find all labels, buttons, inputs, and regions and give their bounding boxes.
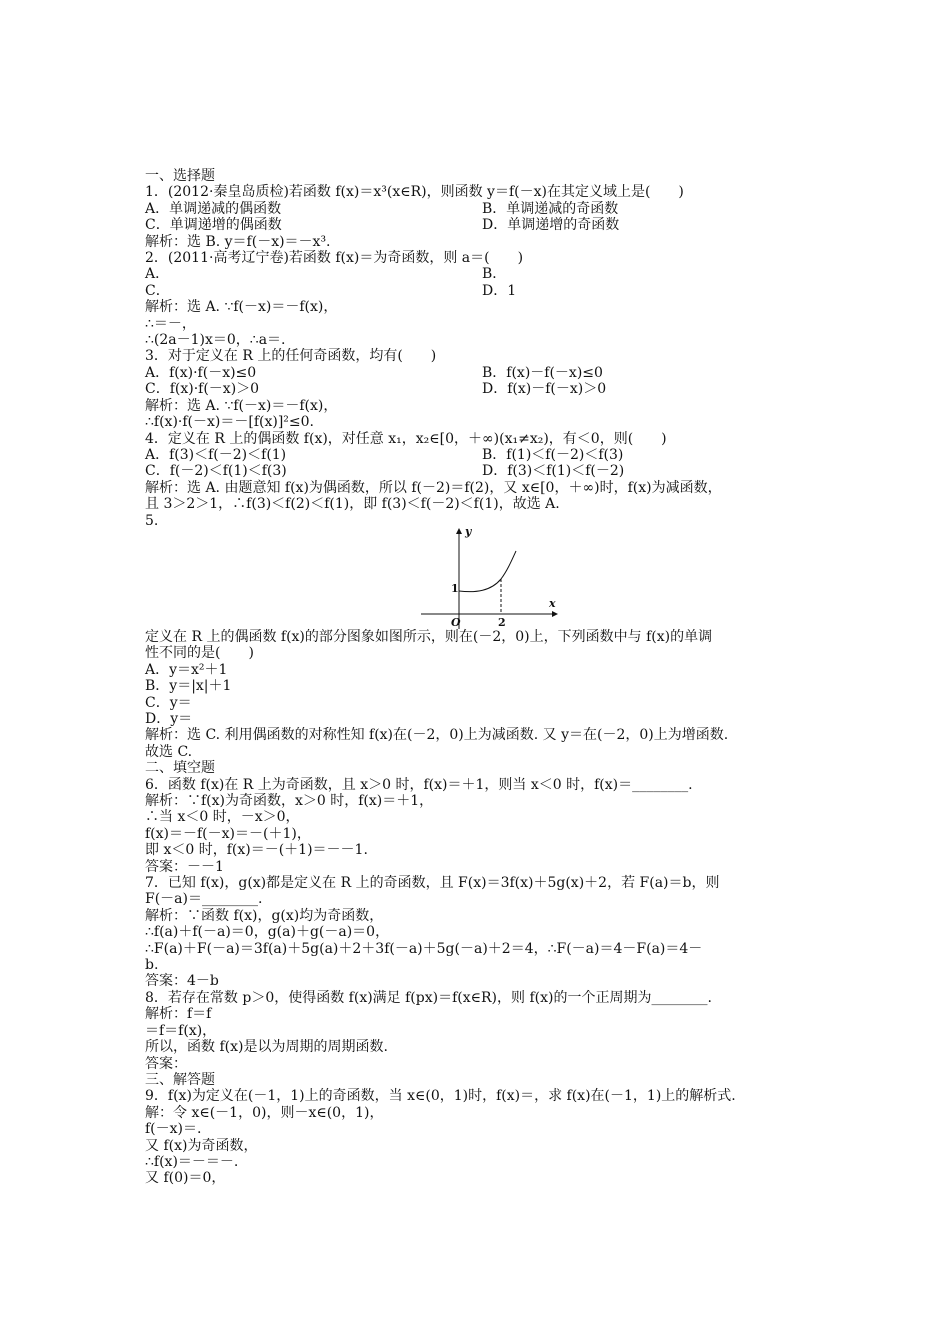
- question-6-solution-line-2: ∴当 x＜0 时，－x＞0，: [145, 809, 300, 826]
- question-2-option-b: B．: [482, 266, 507, 283]
- question-8-solution-line-1: 解析：f＝f: [145, 1006, 212, 1023]
- question-7-stem-line-1: 7．已知 f(x)，g(x)都是定义在 R 上的奇函数，且 F(x)＝3f(x)＋5g(x)＋2，若 F(a)＝b，则: [145, 875, 720, 892]
- question-1-option-a: A．单调递减的偶函数: [145, 200, 282, 217]
- function-graph: [421, 524, 561, 631]
- question-4-option-d: D．f(3)＜f(1)＜f(－2): [482, 463, 625, 480]
- question-3-option-c: C．f(x)·f(－x)＞0: [145, 381, 260, 398]
- question-4-stem: 4．定义在 R 上的偶函数 f(x)，对任意 x₁，x₂∈[0，＋∞)(x₁≠x₂)，有＜0，则( ): [145, 430, 667, 447]
- question-2-option-a: A．: [145, 266, 170, 283]
- question-2-option-c: C．: [145, 282, 170, 299]
- question-4-solution-line-2: 且 3＞2＞1，∴f(3)＜f(2)＜f(1)，即 f(3)＜f(－2)＜f(1)，故选 A.: [145, 496, 560, 513]
- question-8-stem: 8．若存在常数 p＞0，使得函数 f(x)满足 f(px)＝f(x∈R)，则 f(x)的一个正周期为________.: [145, 989, 712, 1006]
- question-9-solution-line-4: ∴f(x)＝－＝－.: [145, 1153, 239, 1170]
- section-heading-choice: 一、选择题: [145, 168, 215, 184]
- question-5-option-b: B．y＝|x|＋1: [145, 678, 232, 695]
- question-5-stem-line-2: 性不同的是( ): [145, 645, 254, 662]
- question-6-answer: 答案：－－1: [145, 858, 224, 875]
- question-8-answer: 答案：: [145, 1055, 187, 1072]
- section-heading-solve: 三、解答题: [145, 1071, 215, 1088]
- question-9-solution-line-1: 解：令 x∈(－1，0)，则－x∈(0，1)，: [145, 1104, 384, 1121]
- question-3-solution-line-1: 解析：选 A. ∵f(－x)＝－f(x)，: [145, 397, 338, 414]
- question-5-number: 5.: [145, 512, 159, 529]
- question-9-stem: 9．f(x)为定义在(－1，1)上的奇函数，当 x∈(0，1)时，f(x)＝，求 f(x)在(－1，1)上的解析式.: [145, 1088, 736, 1105]
- question-7-solution-line-4: b.: [145, 957, 159, 974]
- question-5-option-c: C．y＝: [145, 694, 192, 711]
- question-1-option-d: D．单调递增的奇函数: [482, 217, 620, 234]
- question-2-solution-line-3: ∴(2a－1)x＝0，∴a＝.: [145, 332, 286, 349]
- question-4-solution-line-1: 解析：选 A. 由题意知 f(x)为偶函数，所以 f(－2)＝f(2)，又 x∈[0，＋∞)时，f(x)为减函数，: [145, 479, 722, 496]
- question-3-solution-line-2: ∴f(x)·f(－x)＝－[f(x)]²≤0.: [145, 414, 314, 431]
- x-tick-label: 2: [498, 615, 506, 629]
- question-2-stem: 2．(2011·高考辽宁卷)若函数 f(x)＝为奇函数，则 a＝( ): [145, 250, 524, 267]
- question-7-answer: 答案：4－b: [145, 973, 219, 990]
- x-axis-label: x: [549, 596, 556, 610]
- y-axis-label: y: [465, 524, 472, 538]
- question-2-options-row-2: [145, 283, 825, 299]
- question-2-solution-line-2: ∴＝－，: [145, 315, 196, 332]
- question-6-stem: 6．函数 f(x)在 R 上为奇函数，且 x＞0 时，f(x)＝＋1，则当 x＜0 时，f(x)＝________.: [145, 776, 693, 793]
- question-2-options-row-1: [145, 266, 825, 282]
- question-4-options-row-2: [145, 463, 825, 479]
- question-5-option-d: D．y＝: [145, 710, 193, 727]
- question-5-option-a: A．y＝x²＋1: [145, 661, 228, 678]
- origin-label: O: [451, 615, 461, 629]
- question-3-options-row-2: [145, 381, 825, 397]
- question-1-stem: 1．(2012·秦皇岛质检)若函数 f(x)＝x³(x∈R)，则函数 y＝f(－x)在其定义域上是( ): [145, 184, 684, 201]
- question-9-solution-line-3: 又 f(x)为奇函数，: [145, 1137, 258, 1154]
- question-9-solution-line-5: 又 f(0)＝0，: [145, 1170, 226, 1187]
- question-5-solution-line-2: 故选 C.: [145, 743, 193, 760]
- question-6-solution-line-4: 即 x＜0 时，f(x)＝－(＋1)＝－－1.: [145, 842, 368, 859]
- question-8-solution-line-3: 所以，函数 f(x)是以为周期的周期函数.: [145, 1039, 388, 1056]
- question-1-options-row-1: [145, 201, 825, 217]
- question-3-options-row-1: [145, 365, 825, 381]
- question-1-option-b: B．单调递减的奇函数: [482, 200, 619, 217]
- question-6-solution-line-1: 解析：∵f(x)为奇函数，x＞0 时，f(x)＝＋1，: [145, 793, 434, 809]
- question-4-option-b: B．f(1)＜f(－2)＜f(3): [482, 446, 624, 463]
- question-1-option-c: C．单调递增的偶函数: [145, 217, 282, 234]
- question-7-solution-line-2: ∴f(a)＋f(－a)＝0，g(a)＋g(－a)＝0，: [145, 924, 390, 941]
- question-7-solution-line-1: 解析：∵函数 f(x)，g(x)均为奇函数，: [145, 907, 384, 924]
- question-7-stem-line-2: F(－a)＝________.: [145, 891, 263, 908]
- question-1-solution: 解析：选 B. y＝f(－x)＝－x³.: [145, 233, 331, 250]
- question-2-option-d: D．1: [482, 282, 517, 299]
- y-intercept-label: 1: [451, 581, 459, 595]
- question-4-option-c: C．f(－2)＜f(1)＜f(3): [145, 463, 287, 480]
- question-7-solution-line-3: ∴F(a)＋F(－a)＝3f(a)＋5g(a)＋2＋3f(－a)＋5g(－a)＋2＝4，∴F(－a)＝4－F(a)＝4－: [145, 940, 703, 957]
- question-3-stem: 3．对于定义在 R 上的任何奇函数，均有( ): [145, 348, 437, 365]
- question-3-option-b: B．f(x)－f(－x)≤0: [482, 364, 603, 381]
- question-6-solution-line-3: f(x)＝－f(－x)＝－(＋1)，: [145, 825, 311, 842]
- section-heading-fill: 二、填空题: [145, 760, 215, 777]
- question-5-stem-line-1: 定义在 R 上的偶函数 f(x)的部分图象如图所示，则在(－2，0)上，下列函数中与 f(x)的单调: [145, 628, 713, 645]
- question-3-option-d: D．f(x)－f(－x)＞0: [482, 381, 607, 398]
- question-3-option-a: A．f(x)·f(－x)≤0: [145, 364, 257, 381]
- question-2-solution-line-1: 解析：选 A. ∵f(－x)＝－f(x)，: [145, 299, 338, 316]
- curve: [459, 551, 516, 592]
- question-9-solution-line-2: f(－x)＝.: [145, 1121, 202, 1138]
- question-4-options-row-1: [145, 447, 825, 463]
- question-8-solution-line-2: ＝f＝f(x)，: [145, 1022, 217, 1039]
- question-5-figure: [145, 524, 825, 629]
- document-content: [145, 168, 825, 1187]
- question-4-option-a: A．f(3)＜f(－2)＜f(1): [145, 446, 287, 463]
- question-5-solution-line-1: 解析：选 C. 利用偶函数的对称性知 f(x)在(－2，0)上为减函数. 又 y＝在(－2，0)上为增函数.: [145, 727, 729, 744]
- question-1-options-row-2: [145, 217, 825, 233]
